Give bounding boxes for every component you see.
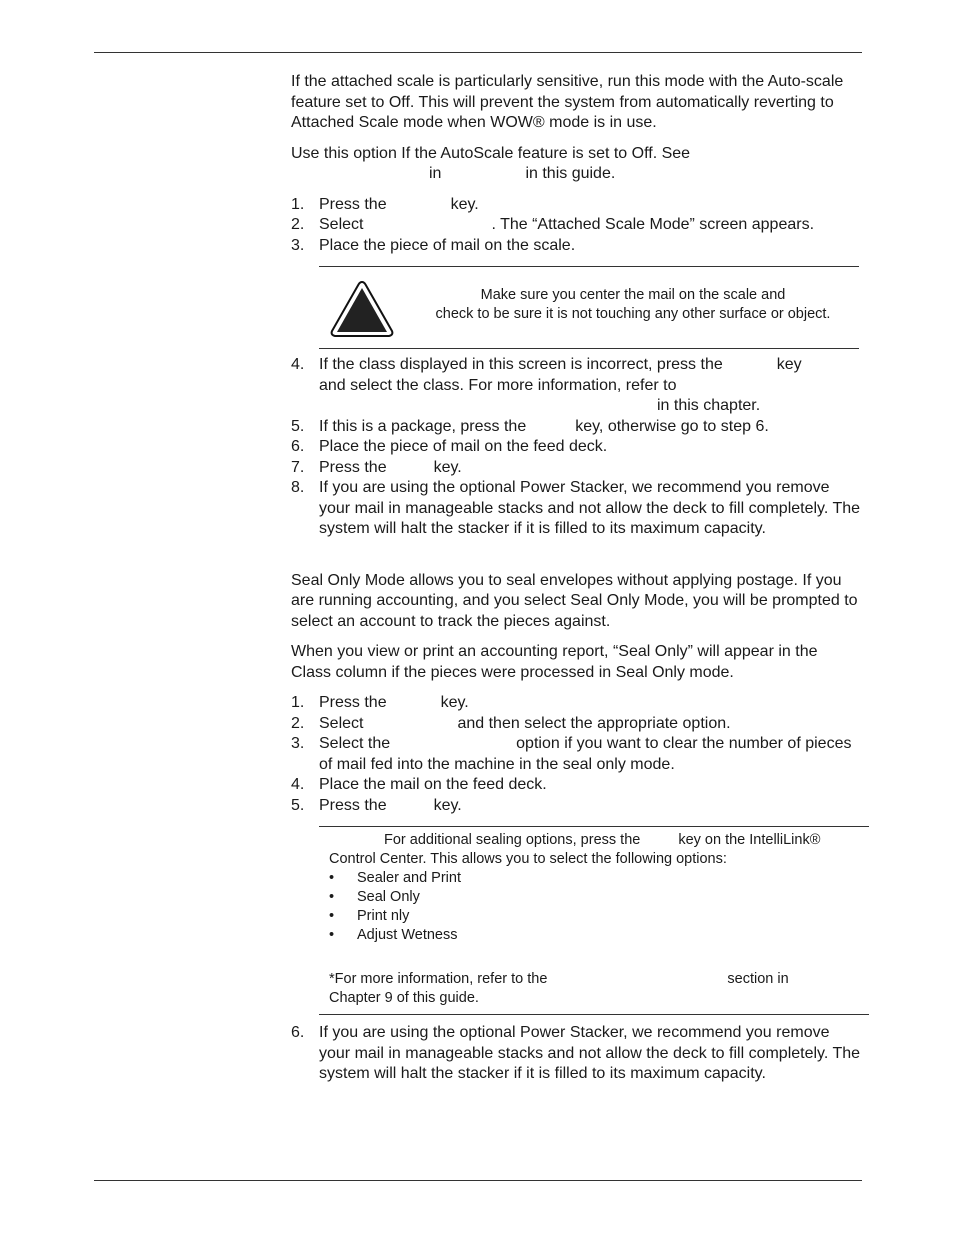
sealing-options-list [329,869,869,945]
list-item: 2. Select . The “Attached Scale Mode” screen appears. [291,216,815,233]
list-item: 6. If you are using the optional Power Stacker, we recommend you remove your mail in manageable stacks and not allow the deck to fill completely. The system will halt the stacker if it is filled to its maximum capacity. [291,1024,861,1082]
warning-triangle-icon [329,279,395,339]
note-reference: *For more information, refer to the section in [329,971,789,987]
list-item: 3. Place the piece of mail on the scale. [291,236,576,254]
seal-only-steps-continued [291,1023,861,1085]
attached-scale-steps-continued [291,355,861,540]
list-item: 5. Press the key. [291,796,462,814]
attached-scale-steps [291,195,861,257]
use-option-paragraph [291,144,861,185]
list-item: 7. Press the key. [291,458,462,476]
intro-paragraph: If the attached scale is particularly sensitive, run this mode with the Auto-scale feature set to Off. This will prevent the system from automatically reverting to Attached Scale mode when WOW® mode is in use. [291,73,844,131]
list-item: 1. Press the key. [291,195,479,213]
seal-only-steps [291,693,861,816]
page-content [291,72,861,1085]
list-item: 5. If this is a package, press the key, otherwise go to step 6. [291,417,769,435]
list-item: • Print nly [329,907,869,926]
list-item: 1. Press the key. [291,694,469,711]
seal-only-report: When you view or print an accounting report, “Seal Only” will appear in the Class column if the pieces were processed in Seal Only mode. [291,643,818,681]
list-item: 3. Select the option if you want to clear the number of pieces of mail fed into the machine in the seal only mode. [291,735,852,773]
list-item: 4. Place the mail on the feed deck. [291,776,547,793]
note-intro: For additional sealing options, press the key on the IntelliLink® [384,832,821,848]
list-item: • Sealer and Print [329,869,869,888]
note-box [319,826,869,1015]
note-reference-cont: Chapter 9 of this guide. [329,990,479,1006]
list-item: 2. Select and then select the appropriate option. [291,714,731,732]
list-item: • Seal Only [329,888,869,907]
use-option-guide: in this guide. [525,165,616,182]
header-rule [94,52,862,53]
use-option-in: in [429,165,442,182]
caution-text: Make sure you center the mail on the scale and check to be sure it is not touching any other surface or object. [435,287,831,322]
seal-only-intro: Seal Only Mode allows you to seal envelopes without applying postage. If you are running accounting, and you select Seal Only Mode, you will be prompted to select an account to track the pieces against. [291,571,858,630]
list-item: 6. Place the piece of mail on the feed deck. [291,438,608,455]
note-intro-cont: Control Center. This allows you to select the following options: [329,851,727,867]
caution-box [319,266,859,349]
footer-rule [94,1180,862,1181]
use-option-text: Use this option If the AutoScale feature is set to Off. See [291,144,691,162]
list-item: 8. If you are using the optional Power Stacker, we recommend you remove your mail in manageable stacks and not allow the deck to fill completely. The system will halt the stacker if it is filled to its maximum capacity. [291,479,861,537]
list-item: • Adjust Wetness [329,926,869,945]
list-item: 4. If the class displayed in this screen is incorrect, press the key and select the class. For more information, refer to in this chapter. [291,356,802,414]
